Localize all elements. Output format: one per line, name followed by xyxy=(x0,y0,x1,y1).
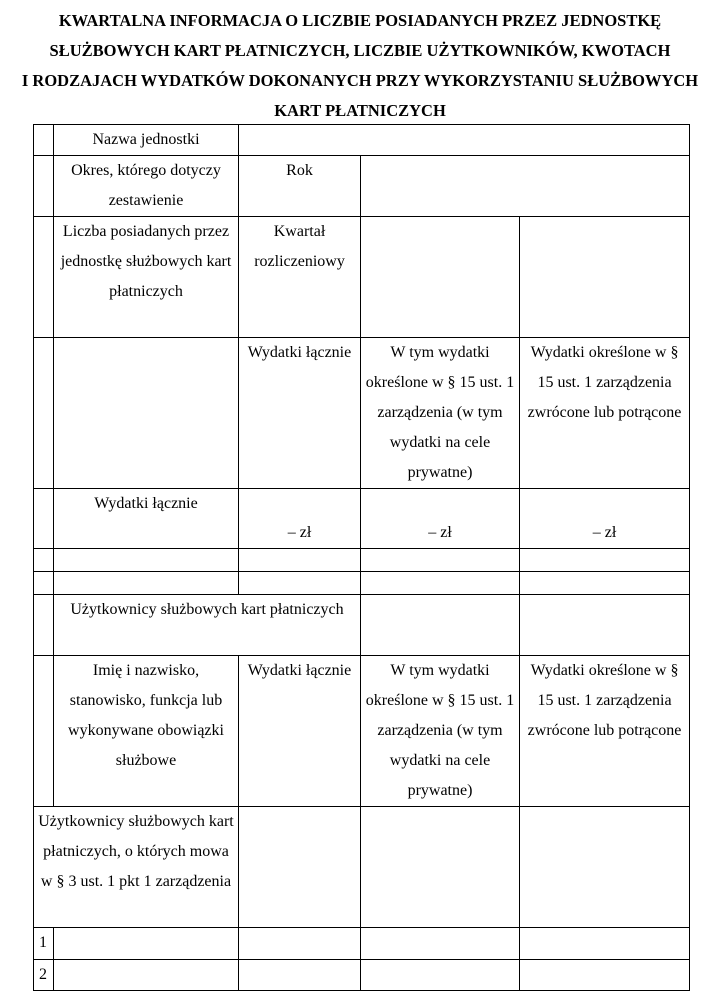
cell-blank[interactable] xyxy=(520,549,690,572)
row-user-2 xyxy=(34,960,690,991)
row-number-2: 2 xyxy=(34,960,54,991)
col-total-header: Wydatki łącznie xyxy=(239,338,361,489)
amount-returned-cell xyxy=(520,489,690,549)
cell-blank xyxy=(34,489,54,549)
period-label: Okres, którego dotyczy zestawienie xyxy=(54,156,239,217)
cell-blank[interactable] xyxy=(361,572,520,595)
cell-blank[interactable] xyxy=(239,549,361,572)
col2-s15-returned-header: Wydatki określone w § 15 ust. 1 zarządzenia zwrócone lub potrącone xyxy=(520,656,690,807)
cell-blank[interactable] xyxy=(520,960,690,991)
row-expense-headers xyxy=(34,338,690,489)
amount-total-cell xyxy=(239,489,361,549)
col-s15-returned-header: Wydatki określone w § 15 ust. 1 zarządzenia zwrócone lub potrącone xyxy=(520,338,690,489)
row-expense-totals xyxy=(34,489,690,549)
row-users-s3 xyxy=(34,807,690,928)
users-s3-label: Użytkownicy służbowych kart płatniczych, o których mowa w § 3 ust. 1 pkt 1 zarządzenia xyxy=(34,807,239,928)
col2-total-header: Wydatki łącznie xyxy=(239,656,361,807)
title-line-1: KWARTALNA INFORMACJA O LICZBIE POSIADANYCH PRZEZ JEDNOSTKĘ xyxy=(58,11,662,30)
cards-count-value-2[interactable] xyxy=(520,217,690,338)
cell-blank xyxy=(34,156,54,217)
unit-name-label: Nazwa jednostki xyxy=(54,125,239,156)
users-header: Użytkownicy służbowych kart płatniczych xyxy=(54,595,361,656)
title-line-3: I RODZAJACH WYDATKÓW DOKONANYCH PRZY WYKORZYSTANIU SŁUŻBOWYCH xyxy=(21,71,699,90)
cell-blank xyxy=(34,549,54,572)
user-name-label: Imię i nazwisko, stanowisko, funkcja lub wykonywane obowiązki służbowe xyxy=(54,656,239,807)
quarter-label: Kwartał rozliczeniowy xyxy=(239,217,361,338)
report-form-table xyxy=(33,124,690,991)
cell-blank xyxy=(34,595,54,656)
cell-blank[interactable] xyxy=(361,595,520,656)
cell-blank[interactable] xyxy=(361,960,520,991)
cell-blank[interactable] xyxy=(54,572,239,595)
row-user-columns xyxy=(34,656,690,807)
cell-blank[interactable] xyxy=(239,572,361,595)
period-value[interactable] xyxy=(361,156,690,217)
row-empty xyxy=(34,549,690,572)
cell-blank xyxy=(34,125,54,156)
cell-blank[interactable] xyxy=(54,960,239,991)
amount-s15-cell xyxy=(361,489,520,549)
row-users-header xyxy=(34,595,690,656)
document-title xyxy=(0,6,720,126)
cell-blank[interactable] xyxy=(361,807,520,928)
row-user-1 xyxy=(34,928,690,960)
cell-blank xyxy=(34,217,54,338)
cell-blank xyxy=(34,338,54,489)
cell-blank[interactable] xyxy=(361,549,520,572)
amount-returned: – zł xyxy=(592,524,617,541)
cell-blank[interactable] xyxy=(239,960,361,991)
cell-blank xyxy=(54,338,239,489)
cards-count-value[interactable] xyxy=(361,217,520,338)
col2-s15-header: W tym wydatki określone w § 15 ust. 1 zarządzenia (w tym wydatki na cele prywatne) xyxy=(361,656,520,807)
cards-count-label: Liczba posiadanych przez jednostkę służbowych kart płatniczych xyxy=(54,217,239,338)
cell-blank[interactable] xyxy=(239,807,361,928)
amount-s15: – zł xyxy=(428,524,452,541)
amount-total: – zł xyxy=(287,524,312,541)
title-line-4: KART PŁATNICZYCH xyxy=(274,101,446,120)
row-unit-name xyxy=(34,125,690,156)
cell-blank[interactable] xyxy=(361,928,520,960)
cell-blank[interactable] xyxy=(54,549,239,572)
row-period xyxy=(34,156,690,217)
title-line-2: SŁUŻBOWYCH KART PŁATNICZYCH, LICZBIE UŻYTKOWNIKÓW, KWOTACH xyxy=(49,41,671,60)
cell-blank xyxy=(34,656,54,807)
cell-blank[interactable] xyxy=(54,928,239,960)
cell-blank[interactable] xyxy=(520,572,690,595)
year-label: Rok xyxy=(239,156,361,217)
col-s15-header: W tym wydatki określone w § 15 ust. 1 zarządzenia (w tym wydatki na cele prywatne) xyxy=(361,338,520,489)
cell-blank xyxy=(34,572,54,595)
row-number-1: 1 xyxy=(34,928,54,960)
row-empty xyxy=(34,572,690,595)
unit-name-value[interactable] xyxy=(239,125,690,156)
cell-blank[interactable] xyxy=(239,928,361,960)
cell-blank[interactable] xyxy=(520,595,690,656)
row-cards-count xyxy=(34,217,690,338)
cell-blank[interactable] xyxy=(520,807,690,928)
cell-blank[interactable] xyxy=(520,928,690,960)
total-row-label: Wydatki łącznie xyxy=(54,489,239,549)
